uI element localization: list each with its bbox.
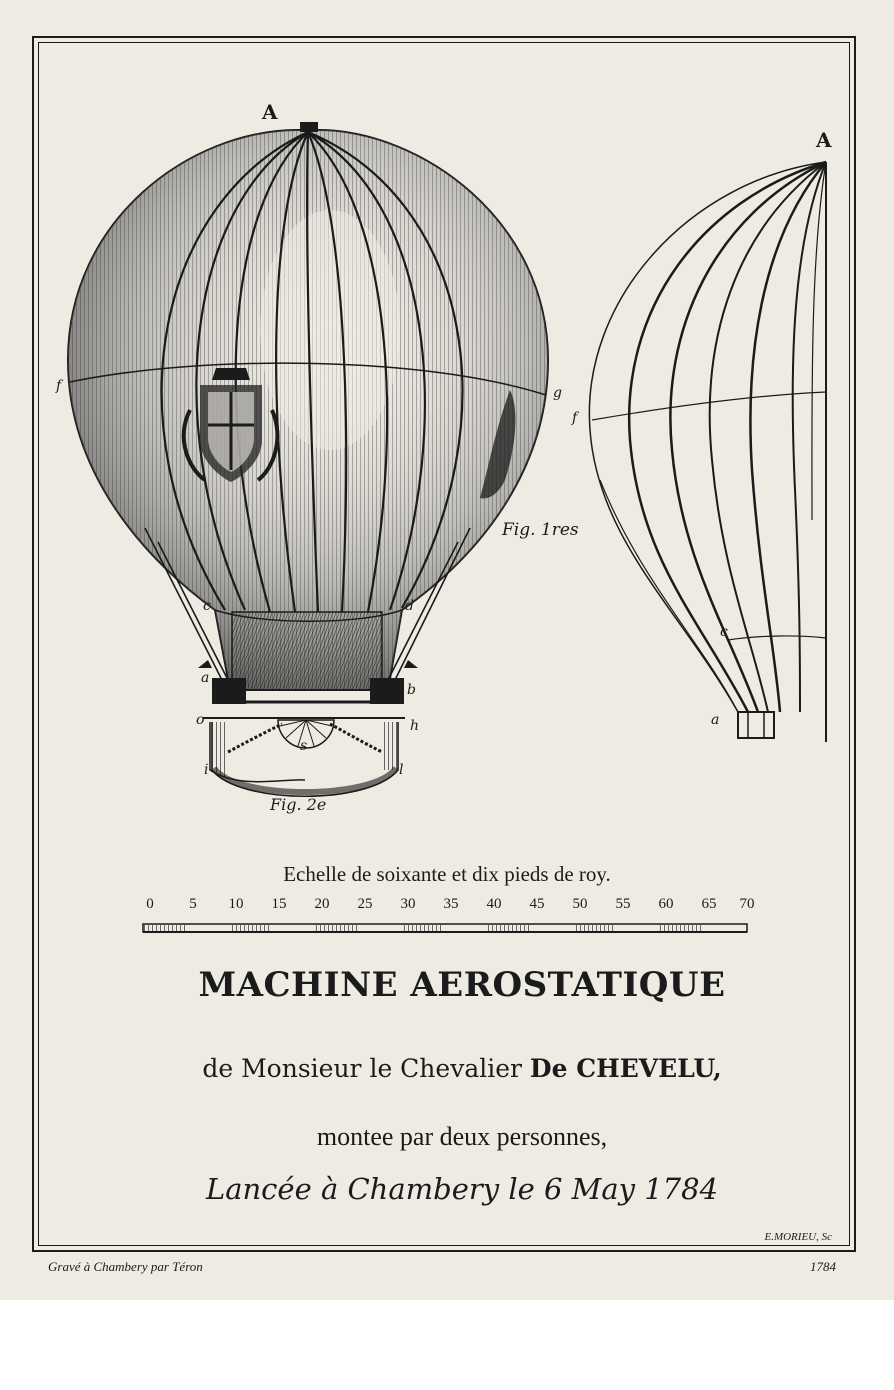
fig2-label: Fig. 2e [270, 795, 327, 814]
scale-bar [143, 924, 747, 932]
subtitle-name: De CHEVELU, [529, 1054, 722, 1083]
label-h-left: h [410, 718, 420, 734]
scale-tick: 55 [615, 896, 631, 912]
fig1-label: Fig. 1res [502, 520, 579, 540]
scale-tick: 30 [400, 896, 416, 912]
label-a-left: a [201, 670, 210, 686]
scale-tick: 0 [146, 896, 154, 912]
apex-label-right: A [816, 128, 832, 152]
scale-tick: 65 [701, 896, 717, 912]
label-c-right: c [720, 624, 728, 640]
scale-title: Echelle de soixante et dix pieds de roy. [283, 862, 611, 886]
profile-balloon-figure [589, 162, 826, 742]
label-g-left: g [553, 385, 562, 401]
crew-line: montee par deux personnes, [316, 1122, 608, 1151]
scale-tick: 35 [443, 896, 459, 912]
front-balloon-figure [60, 120, 560, 704]
scale-tick: 60 [658, 896, 674, 912]
label-o-left: o [196, 712, 205, 728]
scale-tick: 15 [271, 896, 287, 912]
scale-tick: 40 [486, 896, 502, 912]
label-c-left: c [203, 598, 211, 614]
scale-tick: 70 [739, 896, 755, 912]
footer-year: 1784 [810, 1259, 836, 1274]
main-title: MACHINE AEROSTATIQUE [198, 965, 726, 1005]
apex-label-left: A [262, 100, 278, 124]
scale-tick: 50 [572, 896, 588, 912]
gallery-plan-figure [203, 718, 405, 796]
label-l-left: l [399, 762, 404, 778]
label-s-left: s [300, 738, 308, 754]
scale-tick: 20 [314, 896, 330, 912]
scale-tick: 10 [228, 896, 244, 912]
scale-tick: 45 [529, 896, 545, 912]
label-d-left: d [405, 598, 414, 614]
label-a-right: a [711, 712, 720, 728]
label-f-left: f [56, 378, 62, 394]
engraver-signature: E.MORIEU, Sc [764, 1231, 832, 1243]
scale-tick: 5 [189, 896, 197, 912]
label-i-left: i [204, 762, 209, 778]
engraving-credit: Gravé à Chambery par Téron [48, 1259, 203, 1274]
subtitle-prefix: de Monsieur le Chevalier [202, 1054, 530, 1083]
launch-date-line: Lancée à Chambery le 6 May 1784 [205, 1172, 719, 1206]
label-f-right: f [572, 410, 578, 426]
label-b-left: b [407, 682, 416, 698]
bottom-band [0, 1300, 894, 1390]
subtitle [0, 1054, 894, 1083]
scale-tick: 25 [357, 896, 373, 912]
